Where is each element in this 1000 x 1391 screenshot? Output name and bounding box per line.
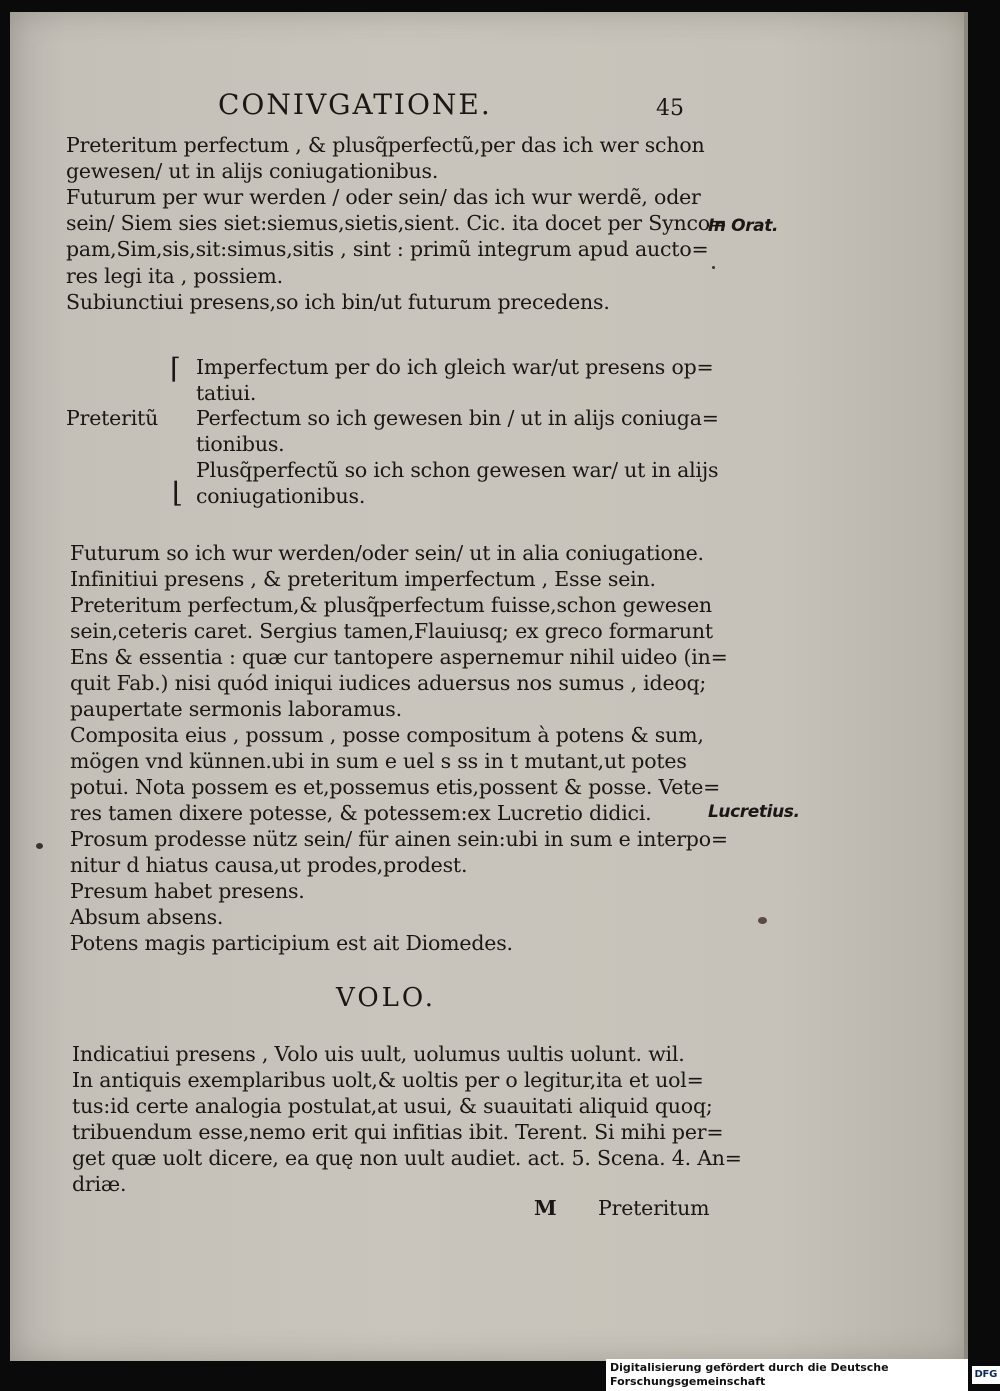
bracket-top: ⌈ — [170, 352, 181, 385]
text-line: Presum habet presens. — [70, 879, 305, 903]
text-line: res tamen dixere potesse, & potessem:ex Lucretio didici. — [70, 801, 652, 825]
text-line: Prosum prodesse nütz sein/ für ainen sein:ubi in sum e interpo= — [70, 827, 728, 851]
section-title: VOLO. — [336, 983, 436, 1013]
text-line: driæ. — [72, 1172, 127, 1196]
dfg-logo: DFG — [972, 1366, 1000, 1384]
text-line: Subiunctiui presens,so ich bin/ut futurum precedens. — [66, 290, 610, 314]
ink-speck — [36, 843, 43, 849]
text-line: res legi ita , possiem. — [66, 264, 283, 288]
preterit-line: tionibus. — [196, 432, 285, 456]
text-line: get quæ uolt dicere, ea quę non uult audiet. act. 5. Scena. 4. An= — [72, 1146, 742, 1170]
page-edge — [964, 12, 968, 1361]
catchword: Preteritum — [598, 1196, 710, 1220]
text-line: pam,Sim,sis,sit:simus,sitis , sint : primũ integrum apud aucto= — [66, 237, 709, 261]
text-line: potui. Nota possem es et,possemus etis,possent & posse. Vete= — [70, 775, 721, 799]
running-header: CONIVGATIONE. — [218, 88, 492, 121]
text-line: tus:id certe analogia postulat,at usui, & suauitati aliquid quoq; — [72, 1094, 713, 1118]
text-line: Preteritum perfectum , & plusq̃perfectũ,per das ich wer schon — [66, 133, 705, 157]
text-line: Absum absens. — [70, 905, 224, 929]
text-line: sein,ceteris caret. Sergius tamen,Flauiusq; ex greco formarunt — [70, 619, 713, 643]
digitization-footer — [606, 1361, 1000, 1388]
text-line: mögen vnd künnen.ubi in sum e uel s ss in t mutant,ut potes — [70, 749, 687, 773]
text-line: Ens & essentia : quæ cur tantopere aspernemur nihil uideo (in= — [70, 645, 728, 669]
signature-mark: M — [534, 1196, 557, 1220]
text-line: Futurum so ich wur werden/oder sein/ ut in alia coniugatione. — [70, 541, 704, 565]
text-line: Potens magis participium est ait Diomedes. — [70, 931, 513, 955]
text-line: quit Fab.) nisi quód iniqui iudices aduersus nos sumus , ideoq; — [70, 671, 707, 695]
bracket-bottom: ⌊ — [172, 476, 183, 509]
text-line: sein/ Siem sies siet:siemus,sietis,sient. Cic. ita docet per Synco= — [66, 211, 727, 235]
preterit-line: Plusq̃perfectũ so ich schon gewesen war/ ut in aliјs — [196, 458, 719, 482]
text-line: Composita eius , possum , posse compositum à potens & sum, — [70, 723, 704, 747]
text-line: In antiquis exemplaribus uolt,& uoltis per o legitur,ita et uol= — [72, 1068, 704, 1092]
text-line: nitur d hiatus causa,ut prodes,prodest. — [70, 853, 468, 877]
margin-note-orat: In Orat. — [708, 216, 779, 236]
text-line: Futurum per wur werden / oder sein/ das ich wur werdẽ, oder — [66, 185, 701, 209]
ink-speck — [712, 266, 715, 269]
text-line: Infinitiui presens , & preteritum imperfectum , Esse sein. — [70, 567, 656, 591]
footer-text: Digitalisierung gefördert durch die Deutsche Forschungsgemeinschaft — [606, 1359, 968, 1391]
preterit-line: Imperfectum per do ich gleich war/ut presens op= — [196, 355, 714, 379]
margin-note-lucretius: Lucretius. — [708, 802, 800, 822]
preterit-line: tatiui. — [196, 381, 257, 405]
preterit-label: Preteritũ — [66, 406, 159, 430]
text-line: gewesen/ ut in aliјs coniugationibus. — [66, 159, 439, 183]
text-line: paupertate sermonis laboramus. — [70, 697, 402, 721]
text-line: tribuendum esse,nemo erit qui infitias ibit. Terent. Si mihi per= — [72, 1120, 724, 1144]
preterit-line: coniugationibus. — [196, 484, 366, 508]
ink-speck — [758, 917, 767, 924]
page-number: 45 — [656, 96, 684, 121]
text-line: Indicatiui presens , Volo uis uult, uolumus uultis uolunt. wil. — [72, 1042, 685, 1066]
text-line: Preteritum perfectum,& plusq̃perfectum fuisse,schon gewesen — [70, 593, 712, 617]
preterit-line: Perfectum so ich gewesen bin / ut in aliјs coniuga= — [196, 406, 719, 430]
